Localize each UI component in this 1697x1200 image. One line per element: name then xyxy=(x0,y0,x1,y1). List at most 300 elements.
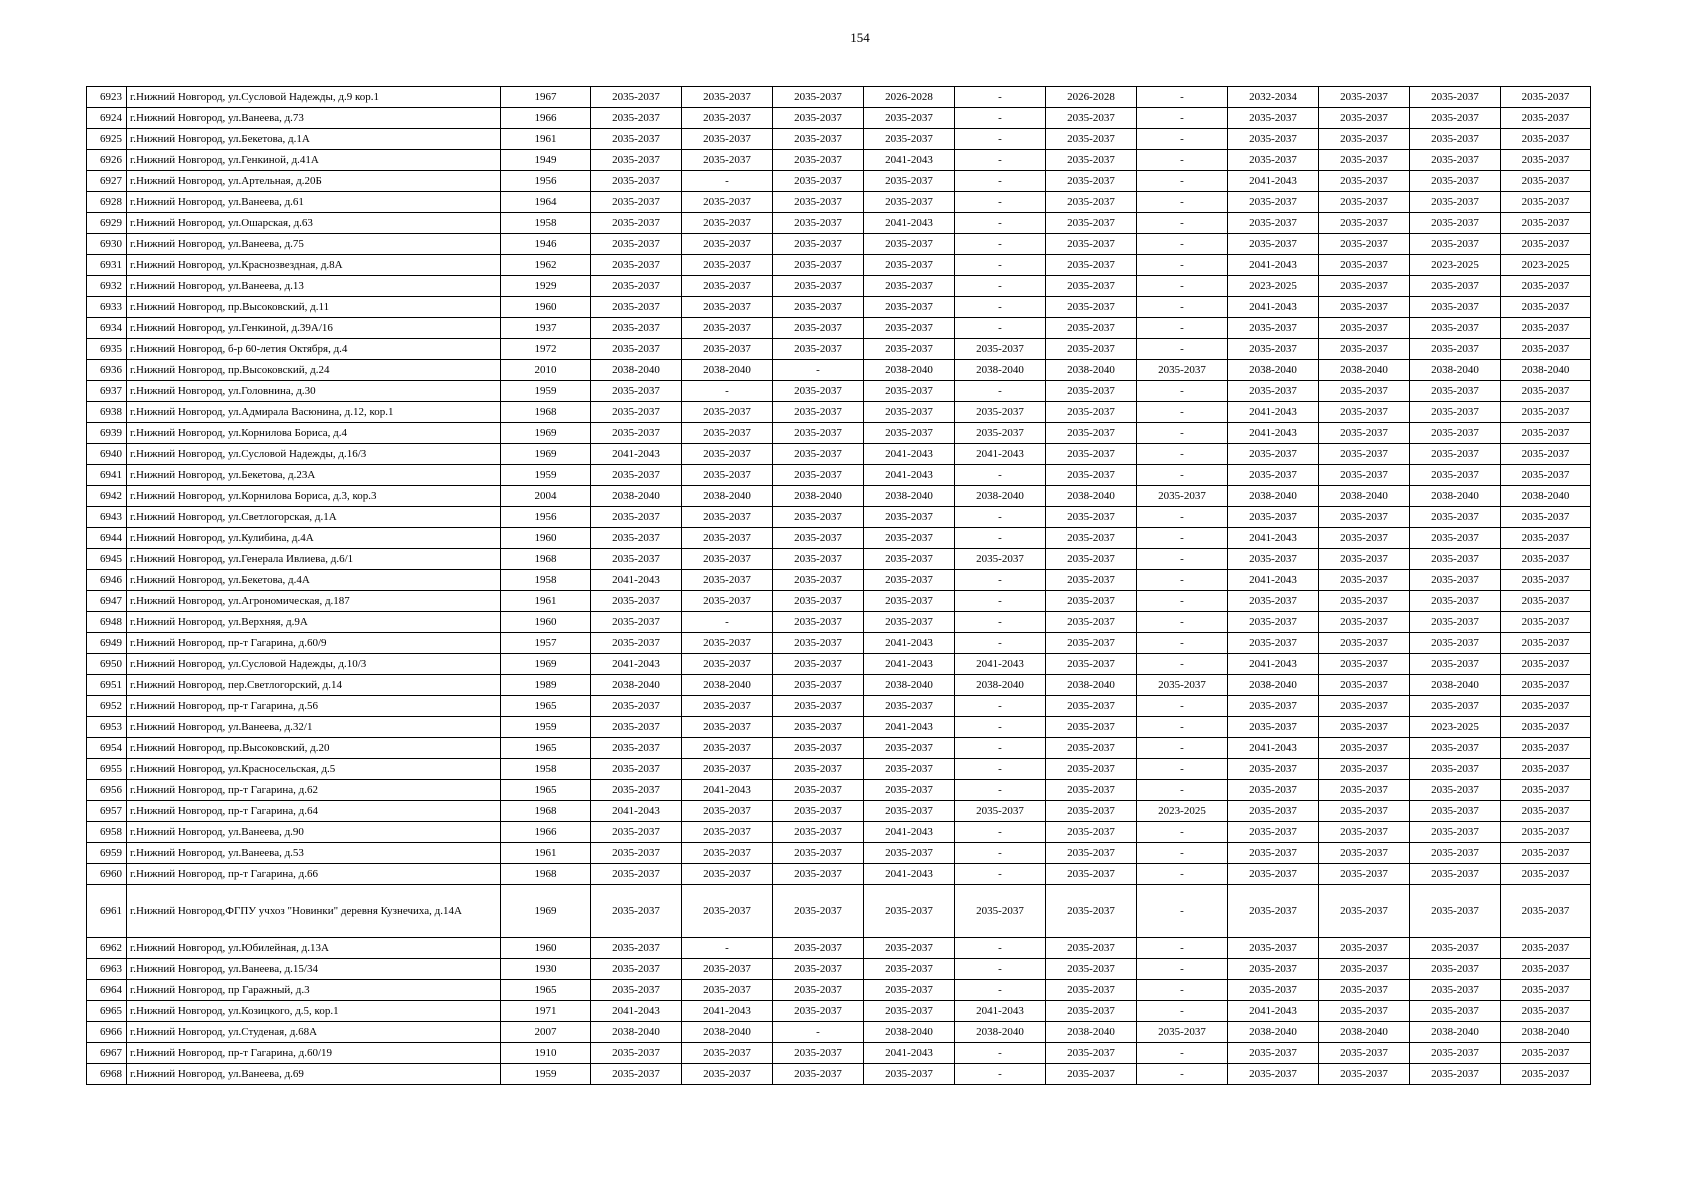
cell-period-5: 2035-2037 xyxy=(955,402,1046,423)
cell-period-1: 2038-2040 xyxy=(591,1022,682,1043)
cell-period-5: - xyxy=(955,318,1046,339)
cell-period-1: 2035-2037 xyxy=(591,297,682,318)
cell-period-7: - xyxy=(1137,423,1228,444)
cell-period-2: 2035-2037 xyxy=(682,885,773,938)
cell-period-8: 2041-2043 xyxy=(1228,423,1319,444)
cell-row-number: 6936 xyxy=(87,360,127,381)
table-row xyxy=(87,108,1591,129)
cell-period-9: 2035-2037 xyxy=(1319,87,1410,108)
cell-period-7: 2023-2025 xyxy=(1137,801,1228,822)
cell-period-11: 2035-2037 xyxy=(1501,959,1591,980)
cell-period-4: 2041-2043 xyxy=(864,150,955,171)
cell-period-9: 2035-2037 xyxy=(1319,591,1410,612)
cell-period-10: 2035-2037 xyxy=(1410,171,1501,192)
cell-period-8: 2035-2037 xyxy=(1228,1064,1319,1085)
cell-period-11: 2038-2040 xyxy=(1501,1022,1591,1043)
cell-period-10: 2038-2040 xyxy=(1410,1022,1501,1043)
cell-period-2: 2035-2037 xyxy=(682,423,773,444)
cell-period-7: - xyxy=(1137,108,1228,129)
cell-period-8: 2038-2040 xyxy=(1228,1022,1319,1043)
cell-period-5: - xyxy=(955,696,1046,717)
cell-period-3: 2035-2037 xyxy=(773,381,864,402)
cell-period-10: 2035-2037 xyxy=(1410,234,1501,255)
cell-row-number: 6927 xyxy=(87,171,127,192)
cell-period-6: 2035-2037 xyxy=(1046,1043,1137,1064)
cell-row-number: 6935 xyxy=(87,339,127,360)
cell-period-1: 2035-2037 xyxy=(591,171,682,192)
cell-period-8: 2038-2040 xyxy=(1228,675,1319,696)
table-row xyxy=(87,696,1591,717)
cell-build-year: 1959 xyxy=(501,1064,591,1085)
table-row xyxy=(87,717,1591,738)
cell-period-1: 2041-2043 xyxy=(591,1001,682,1022)
cell-address: г.Нижний Новгород, ул.Корнилова Бориса, д.3, кор.3 xyxy=(127,486,501,507)
cell-build-year: 1956 xyxy=(501,171,591,192)
cell-period-10: 2035-2037 xyxy=(1410,843,1501,864)
cell-row-number: 6957 xyxy=(87,801,127,822)
cell-period-2: 2035-2037 xyxy=(682,549,773,570)
cell-address: г.Нижний Новгород, ул.Кулибина, д.4А xyxy=(127,528,501,549)
cell-period-5: - xyxy=(955,234,1046,255)
cell-row-number: 6951 xyxy=(87,675,127,696)
cell-period-4: 2038-2040 xyxy=(864,360,955,381)
cell-period-8: 2023-2025 xyxy=(1228,276,1319,297)
cell-period-11: 2035-2037 xyxy=(1501,822,1591,843)
cell-build-year: 1969 xyxy=(501,654,591,675)
cell-period-8: 2035-2037 xyxy=(1228,129,1319,150)
table-row xyxy=(87,675,1591,696)
cell-period-1: 2038-2040 xyxy=(591,486,682,507)
cell-period-8: 2041-2043 xyxy=(1228,297,1319,318)
cell-period-4: 2041-2043 xyxy=(864,717,955,738)
cell-period-1: 2035-2037 xyxy=(591,864,682,885)
cell-address: г.Нижний Новгород, ул.Генкиной, д.41А xyxy=(127,150,501,171)
cell-period-8: 2035-2037 xyxy=(1228,213,1319,234)
cell-row-number: 6940 xyxy=(87,444,127,465)
cell-build-year: 1972 xyxy=(501,339,591,360)
cell-period-6: 2035-2037 xyxy=(1046,108,1137,129)
cell-period-1: 2041-2043 xyxy=(591,570,682,591)
cell-period-2: 2035-2037 xyxy=(682,318,773,339)
cell-period-5: - xyxy=(955,938,1046,959)
cell-row-number: 6941 xyxy=(87,465,127,486)
cell-period-10: 2035-2037 xyxy=(1410,150,1501,171)
cell-row-number: 6955 xyxy=(87,759,127,780)
cell-row-number: 6938 xyxy=(87,402,127,423)
cell-period-8: 2035-2037 xyxy=(1228,234,1319,255)
cell-period-6: 2035-2037 xyxy=(1046,171,1137,192)
cell-period-10: 2035-2037 xyxy=(1410,591,1501,612)
cell-period-9: 2035-2037 xyxy=(1319,339,1410,360)
cell-period-8: 2041-2043 xyxy=(1228,528,1319,549)
cell-period-4: 2035-2037 xyxy=(864,885,955,938)
cell-period-4: 2035-2037 xyxy=(864,801,955,822)
cell-period-7: - xyxy=(1137,885,1228,938)
cell-period-11: 2035-2037 xyxy=(1501,129,1591,150)
cell-period-8: 2035-2037 xyxy=(1228,717,1319,738)
cell-period-5: - xyxy=(955,1064,1046,1085)
cell-period-10: 2035-2037 xyxy=(1410,959,1501,980)
cell-address: г.Нижний Новгород, ул.Сусловой Надежды, д.16/3 xyxy=(127,444,501,465)
cell-period-2: 2035-2037 xyxy=(682,980,773,1001)
cell-address: г.Нижний Новгород, ул.Ванеева, д.90 xyxy=(127,822,501,843)
cell-period-5: - xyxy=(955,297,1046,318)
cell-build-year: 1965 xyxy=(501,696,591,717)
cell-period-2: 2035-2037 xyxy=(682,129,773,150)
cell-period-1: 2041-2043 xyxy=(591,444,682,465)
cell-period-4: 2038-2040 xyxy=(864,675,955,696)
cell-row-number: 6962 xyxy=(87,938,127,959)
cell-period-5: - xyxy=(955,738,1046,759)
table-row xyxy=(87,654,1591,675)
cell-period-1: 2038-2040 xyxy=(591,675,682,696)
cell-period-8: 2035-2037 xyxy=(1228,465,1319,486)
cell-period-5: 2035-2037 xyxy=(955,801,1046,822)
cell-period-4: 2038-2040 xyxy=(864,486,955,507)
cell-period-2: 2041-2043 xyxy=(682,1001,773,1022)
cell-period-11: 2035-2037 xyxy=(1501,738,1591,759)
cell-row-number: 6954 xyxy=(87,738,127,759)
cell-period-11: 2035-2037 xyxy=(1501,591,1591,612)
cell-build-year: 1959 xyxy=(501,717,591,738)
cell-period-2: - xyxy=(682,612,773,633)
cell-period-9: 2035-2037 xyxy=(1319,938,1410,959)
cell-period-1: 2035-2037 xyxy=(591,507,682,528)
cell-period-11: 2035-2037 xyxy=(1501,192,1591,213)
cell-address: г.Нижний Новгород, б-р 60-летия Октября, д.4 xyxy=(127,339,501,360)
cell-period-7: - xyxy=(1137,759,1228,780)
cell-period-4: 2041-2043 xyxy=(864,444,955,465)
cell-period-4: 2041-2043 xyxy=(864,213,955,234)
cell-period-5: 2041-2043 xyxy=(955,444,1046,465)
cell-period-9: 2035-2037 xyxy=(1319,675,1410,696)
cell-period-3: 2035-2037 xyxy=(773,276,864,297)
cell-period-11: 2035-2037 xyxy=(1501,507,1591,528)
cell-period-10: 2035-2037 xyxy=(1410,276,1501,297)
cell-period-5: - xyxy=(955,864,1046,885)
cell-period-3: 2035-2037 xyxy=(773,549,864,570)
cell-period-9: 2035-2037 xyxy=(1319,654,1410,675)
cell-period-6: 2038-2040 xyxy=(1046,675,1137,696)
cell-address: г.Нижний Новгород, ул.Бекетова, д.23А xyxy=(127,465,501,486)
cell-period-6: 2026-2028 xyxy=(1046,87,1137,108)
cell-period-7: - xyxy=(1137,780,1228,801)
cell-period-7: - xyxy=(1137,633,1228,654)
cell-period-6: 2035-2037 xyxy=(1046,801,1137,822)
cell-period-7: - xyxy=(1137,717,1228,738)
cell-build-year: 1961 xyxy=(501,129,591,150)
cell-period-11: 2035-2037 xyxy=(1501,864,1591,885)
cell-address: г.Нижний Новгород, пр-т Гагарина, д.62 xyxy=(127,780,501,801)
cell-period-10: 2035-2037 xyxy=(1410,570,1501,591)
cell-period-1: 2035-2037 xyxy=(591,423,682,444)
cell-period-10: 2035-2037 xyxy=(1410,213,1501,234)
cell-period-3: 2035-2037 xyxy=(773,339,864,360)
cell-period-2: 2035-2037 xyxy=(682,339,773,360)
cell-period-11: 2035-2037 xyxy=(1501,843,1591,864)
cell-row-number: 6943 xyxy=(87,507,127,528)
cell-period-2: 2035-2037 xyxy=(682,822,773,843)
cell-period-7: - xyxy=(1137,1001,1228,1022)
cell-period-1: 2035-2037 xyxy=(591,255,682,276)
cell-period-7: - xyxy=(1137,171,1228,192)
cell-period-2: - xyxy=(682,171,773,192)
cell-period-5: - xyxy=(955,980,1046,1001)
cell-period-4: 2041-2043 xyxy=(864,654,955,675)
cell-period-11: 2035-2037 xyxy=(1501,381,1591,402)
cell-period-2: - xyxy=(682,381,773,402)
cell-period-10: 2035-2037 xyxy=(1410,549,1501,570)
cell-period-7: - xyxy=(1137,213,1228,234)
cell-address: г.Нижний Новгород, ул.Ванеева, д.69 xyxy=(127,1064,501,1085)
cell-row-number: 6939 xyxy=(87,423,127,444)
table-row xyxy=(87,150,1591,171)
cell-address: г.Нижний Новгород, пр.Высоковский, д.20 xyxy=(127,738,501,759)
cell-period-4: 2035-2037 xyxy=(864,402,955,423)
cell-period-8: 2035-2037 xyxy=(1228,633,1319,654)
table-row xyxy=(87,633,1591,654)
cell-period-8: 2041-2043 xyxy=(1228,738,1319,759)
table-row xyxy=(87,444,1591,465)
cell-period-8: 2035-2037 xyxy=(1228,591,1319,612)
cell-period-8: 2035-2037 xyxy=(1228,108,1319,129)
cell-period-7: - xyxy=(1137,444,1228,465)
cell-period-11: 2035-2037 xyxy=(1501,1064,1591,1085)
cell-address: г.Нижний Новгород, пр.Высоковский, д.11 xyxy=(127,297,501,318)
cell-build-year: 1956 xyxy=(501,507,591,528)
cell-period-10: 2035-2037 xyxy=(1410,507,1501,528)
cell-period-9: 2035-2037 xyxy=(1319,801,1410,822)
cell-period-11: 2035-2037 xyxy=(1501,465,1591,486)
cell-period-11: 2035-2037 xyxy=(1501,444,1591,465)
cell-period-2: 2038-2040 xyxy=(682,1022,773,1043)
cell-period-1: 2035-2037 xyxy=(591,1064,682,1085)
cell-row-number: 6968 xyxy=(87,1064,127,1085)
cell-period-6: 2035-2037 xyxy=(1046,570,1137,591)
cell-period-7: - xyxy=(1137,402,1228,423)
cell-period-8: 2035-2037 xyxy=(1228,150,1319,171)
cell-period-11: 2035-2037 xyxy=(1501,171,1591,192)
table-row xyxy=(87,423,1591,444)
cell-address: г.Нижний Новгород, ул.Бекетова, д.1А xyxy=(127,129,501,150)
cell-period-2: 2035-2037 xyxy=(682,633,773,654)
cell-period-10: 2035-2037 xyxy=(1410,738,1501,759)
cell-period-3: 2035-2037 xyxy=(773,633,864,654)
cell-period-5: - xyxy=(955,129,1046,150)
table-row xyxy=(87,360,1591,381)
cell-period-4: 2035-2037 xyxy=(864,318,955,339)
cell-period-10: 2035-2037 xyxy=(1410,864,1501,885)
cell-period-1: 2041-2043 xyxy=(591,654,682,675)
cell-period-7: - xyxy=(1137,255,1228,276)
cell-period-7: - xyxy=(1137,654,1228,675)
registry-body xyxy=(87,87,1591,1085)
cell-period-8: 2035-2037 xyxy=(1228,801,1319,822)
cell-period-9: 2035-2037 xyxy=(1319,213,1410,234)
cell-period-4: 2041-2043 xyxy=(864,633,955,654)
cell-period-9: 2035-2037 xyxy=(1319,822,1410,843)
cell-period-8: 2035-2037 xyxy=(1228,780,1319,801)
table-row xyxy=(87,864,1591,885)
cell-address: г.Нижний Новгород, ул.Ванеева, д.15/34 xyxy=(127,959,501,980)
cell-period-6: 2035-2037 xyxy=(1046,528,1137,549)
cell-period-8: 2035-2037 xyxy=(1228,822,1319,843)
table-row xyxy=(87,938,1591,959)
cell-row-number: 6952 xyxy=(87,696,127,717)
table-row xyxy=(87,549,1591,570)
cell-period-10: 2035-2037 xyxy=(1410,822,1501,843)
table-row xyxy=(87,276,1591,297)
cell-period-9: 2035-2037 xyxy=(1319,549,1410,570)
cell-period-7: - xyxy=(1137,612,1228,633)
cell-period-5: - xyxy=(955,1043,1046,1064)
cell-period-9: 2035-2037 xyxy=(1319,738,1410,759)
cell-period-4: 2035-2037 xyxy=(864,255,955,276)
cell-period-2: 2035-2037 xyxy=(682,255,773,276)
cell-address: г.Нижний Новгород, ул.Красносельская, д.5 xyxy=(127,759,501,780)
cell-address: г.Нижний Новгород, ул.Верхняя, д.9А xyxy=(127,612,501,633)
cell-period-9: 2035-2037 xyxy=(1319,570,1410,591)
cell-period-2: 2035-2037 xyxy=(682,150,773,171)
cell-period-7: - xyxy=(1137,150,1228,171)
cell-period-1: 2035-2037 xyxy=(591,234,682,255)
cell-period-8: 2035-2037 xyxy=(1228,843,1319,864)
table-row xyxy=(87,570,1591,591)
cell-period-6: 2035-2037 xyxy=(1046,822,1137,843)
cell-period-7: - xyxy=(1137,129,1228,150)
cell-period-3: 2035-2037 xyxy=(773,675,864,696)
cell-period-5: - xyxy=(955,717,1046,738)
cell-address: г.Нижний Новгород, ул.Краснозвездная, д.8А xyxy=(127,255,501,276)
cell-period-11: 2035-2037 xyxy=(1501,633,1591,654)
cell-period-4: 2041-2043 xyxy=(864,1043,955,1064)
cell-build-year: 1967 xyxy=(501,87,591,108)
cell-period-10: 2035-2037 xyxy=(1410,612,1501,633)
cell-period-9: 2035-2037 xyxy=(1319,129,1410,150)
cell-row-number: 6937 xyxy=(87,381,127,402)
cell-build-year: 1968 xyxy=(501,402,591,423)
cell-period-9: 2035-2037 xyxy=(1319,192,1410,213)
cell-row-number: 6956 xyxy=(87,780,127,801)
cell-period-8: 2035-2037 xyxy=(1228,864,1319,885)
table-row xyxy=(87,822,1591,843)
cell-period-2: 2035-2037 xyxy=(682,213,773,234)
cell-period-1: 2035-2037 xyxy=(591,717,682,738)
cell-period-7: - xyxy=(1137,738,1228,759)
cell-row-number: 6949 xyxy=(87,633,127,654)
cell-period-3: 2035-2037 xyxy=(773,801,864,822)
cell-build-year: 1958 xyxy=(501,759,591,780)
cell-period-9: 2035-2037 xyxy=(1319,423,1410,444)
cell-period-10: 2035-2037 xyxy=(1410,192,1501,213)
cell-row-number: 6960 xyxy=(87,864,127,885)
table-row xyxy=(87,759,1591,780)
table-row xyxy=(87,801,1591,822)
cell-period-10: 2035-2037 xyxy=(1410,129,1501,150)
cell-period-10: 2035-2037 xyxy=(1410,423,1501,444)
cell-period-10: 2038-2040 xyxy=(1410,486,1501,507)
cell-period-10: 2035-2037 xyxy=(1410,402,1501,423)
table-row xyxy=(87,612,1591,633)
cell-period-2: 2035-2037 xyxy=(682,717,773,738)
cell-period-9: 2035-2037 xyxy=(1319,402,1410,423)
cell-period-2: 2035-2037 xyxy=(682,759,773,780)
cell-period-7: - xyxy=(1137,1064,1228,1085)
cell-period-2: 2035-2037 xyxy=(682,234,773,255)
cell-period-10: 2035-2037 xyxy=(1410,980,1501,1001)
table-row xyxy=(87,297,1591,318)
cell-period-7: - xyxy=(1137,959,1228,980)
table-row xyxy=(87,465,1591,486)
cell-period-8: 2041-2043 xyxy=(1228,402,1319,423)
cell-period-3: 2035-2037 xyxy=(773,402,864,423)
cell-period-10: 2035-2037 xyxy=(1410,885,1501,938)
cell-address: г.Нижний Новгород, ул.Ванеева, д.13 xyxy=(127,276,501,297)
cell-row-number: 6924 xyxy=(87,108,127,129)
cell-address: г.Нижний Новгород, ул.Козицкого, д.5, кор.1 xyxy=(127,1001,501,1022)
cell-address: г.Нижний Новгород, пр-т Гагарина, д.56 xyxy=(127,696,501,717)
cell-period-7: - xyxy=(1137,938,1228,959)
cell-period-6: 2035-2037 xyxy=(1046,738,1137,759)
cell-period-3: 2035-2037 xyxy=(773,1064,864,1085)
cell-period-1: 2035-2037 xyxy=(591,108,682,129)
cell-period-2: 2038-2040 xyxy=(682,360,773,381)
cell-period-2: 2035-2037 xyxy=(682,654,773,675)
cell-period-2: 2035-2037 xyxy=(682,738,773,759)
cell-period-8: 2035-2037 xyxy=(1228,339,1319,360)
cell-period-3: 2035-2037 xyxy=(773,654,864,675)
cell-period-11: 2035-2037 xyxy=(1501,108,1591,129)
cell-period-7: - xyxy=(1137,528,1228,549)
cell-period-4: 2035-2037 xyxy=(864,192,955,213)
cell-period-3: 2035-2037 xyxy=(773,444,864,465)
cell-row-number: 6928 xyxy=(87,192,127,213)
cell-period-4: 2035-2037 xyxy=(864,528,955,549)
cell-row-number: 6929 xyxy=(87,213,127,234)
cell-build-year: 1968 xyxy=(501,864,591,885)
cell-period-6: 2035-2037 xyxy=(1046,843,1137,864)
cell-row-number: 6967 xyxy=(87,1043,127,1064)
cell-period-1: 2035-2037 xyxy=(591,612,682,633)
cell-period-3: 2035-2037 xyxy=(773,318,864,339)
cell-period-1: 2035-2037 xyxy=(591,959,682,980)
cell-period-1: 2035-2037 xyxy=(591,633,682,654)
cell-period-6: 2035-2037 xyxy=(1046,339,1137,360)
cell-period-3: 2035-2037 xyxy=(773,234,864,255)
cell-period-6: 2035-2037 xyxy=(1046,129,1137,150)
cell-period-5: 2035-2037 xyxy=(955,885,1046,938)
cell-period-11: 2035-2037 xyxy=(1501,528,1591,549)
cell-period-6: 2035-2037 xyxy=(1046,234,1137,255)
cell-period-10: 2035-2037 xyxy=(1410,759,1501,780)
cell-period-7: - xyxy=(1137,822,1228,843)
cell-period-2: 2035-2037 xyxy=(682,402,773,423)
cell-period-10: 2035-2037 xyxy=(1410,938,1501,959)
cell-period-2: 2035-2037 xyxy=(682,108,773,129)
cell-period-8: 2035-2037 xyxy=(1228,444,1319,465)
cell-period-11: 2035-2037 xyxy=(1501,938,1591,959)
cell-period-9: 2035-2037 xyxy=(1319,885,1410,938)
cell-build-year: 1910 xyxy=(501,1043,591,1064)
cell-period-4: 2035-2037 xyxy=(864,1064,955,1085)
cell-period-6: 2035-2037 xyxy=(1046,549,1137,570)
cell-period-4: 2038-2040 xyxy=(864,1022,955,1043)
cell-period-11: 2035-2037 xyxy=(1501,717,1591,738)
cell-build-year: 1968 xyxy=(501,549,591,570)
cell-period-6: 2035-2037 xyxy=(1046,192,1137,213)
cell-period-9: 2035-2037 xyxy=(1319,633,1410,654)
cell-period-4: 2035-2037 xyxy=(864,1001,955,1022)
